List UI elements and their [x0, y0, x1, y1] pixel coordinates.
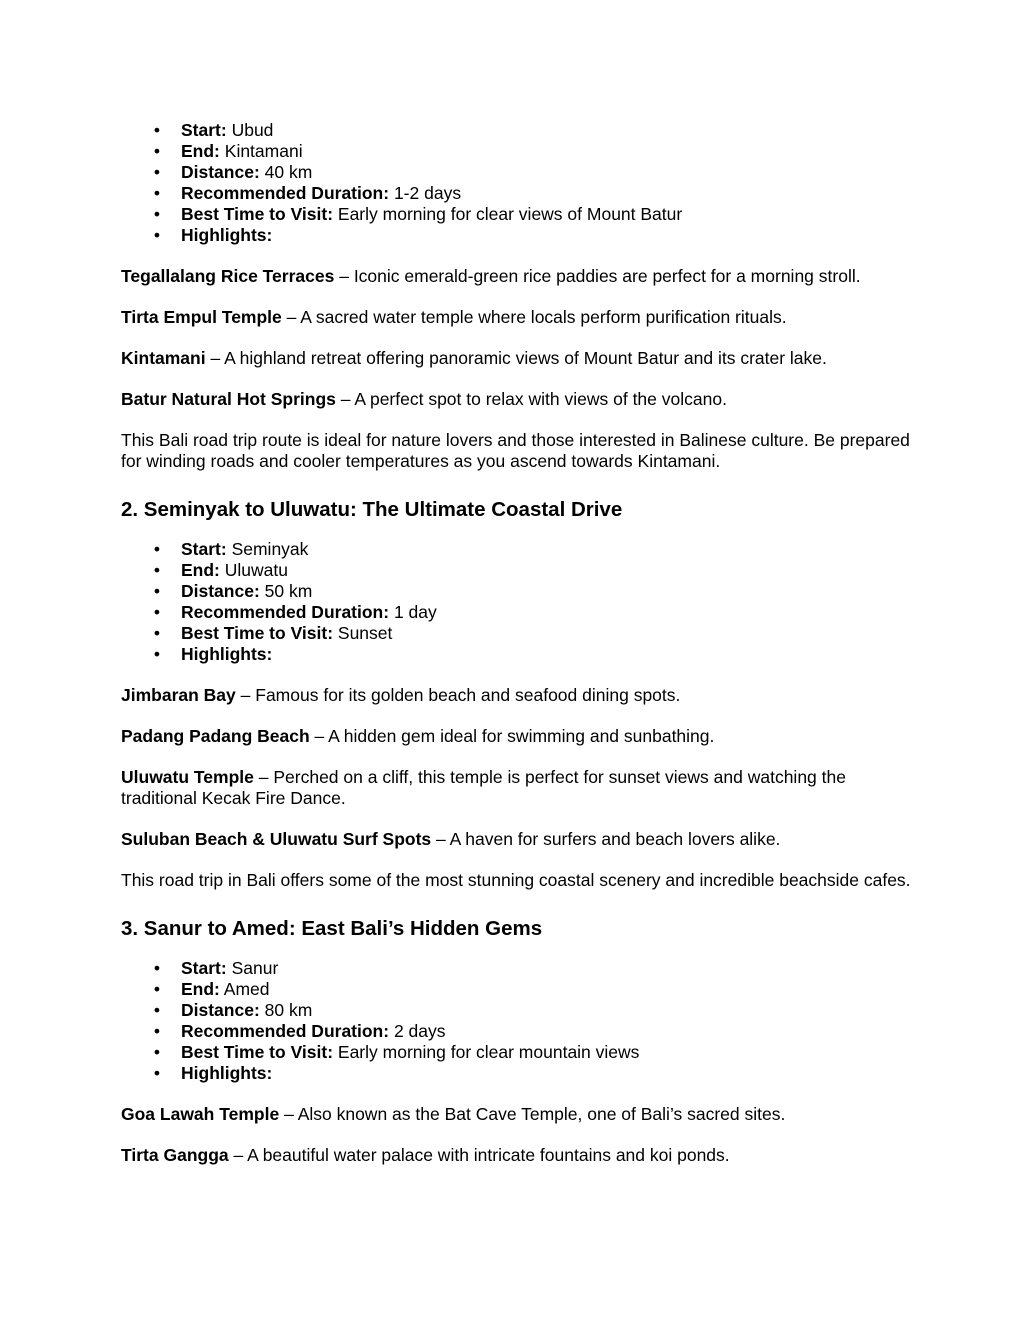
- fact-highlights: [121, 225, 911, 246]
- highlight-name: Tirta Empul Temple: [121, 307, 282, 327]
- highlight-name: Batur Natural Hot Springs: [121, 389, 336, 409]
- highlight-name: Jimbaran Bay: [121, 685, 236, 705]
- fact-duration: [121, 183, 911, 204]
- highlight-desc: – A highland retreat offering panoramic views of Mount Batur and its crater lake.: [210, 348, 827, 368]
- highlight-item: [121, 767, 911, 809]
- fact-label: End:: [181, 979, 220, 999]
- fact-distance: [121, 162, 911, 183]
- fact-label: Recommended Duration:: [181, 602, 390, 622]
- fact-label: Best Time to Visit:: [181, 204, 334, 224]
- fact-label: End:: [181, 560, 220, 580]
- bullet-icon: •: [153, 958, 161, 978]
- highlight-desc: – Famous for its golden beach and seafood dining spots.: [240, 685, 681, 705]
- highlight-name: Padang Padang Beach: [121, 726, 310, 746]
- fact-end: [121, 560, 911, 581]
- section1-summary: This Bali road trip route is ideal for nature lovers and those interested in Balinese culture. Be prepared for winding roads and cooler temperatures as you ascend towards Kintamani.: [121, 430, 910, 471]
- fact-distance: [121, 1000, 911, 1021]
- bullet-icon: •: [153, 581, 161, 601]
- bullet-icon: •: [153, 644, 161, 664]
- bullet-icon: •: [153, 1000, 161, 1020]
- bullet-icon: •: [153, 539, 161, 559]
- highlight-item: [121, 307, 911, 328]
- fact-duration: [121, 602, 911, 623]
- fact-value: 40 km: [264, 162, 313, 182]
- fact-distance: [121, 581, 911, 602]
- highlight-item: [121, 1104, 911, 1125]
- highlight-item: [121, 1145, 911, 1166]
- fact-value: 50 km: [264, 581, 313, 601]
- bullet-icon: •: [153, 204, 161, 224]
- highlight-item: [121, 389, 911, 410]
- section1-facts-list: [121, 120, 911, 246]
- fact-value: Sunset: [337, 623, 393, 643]
- bullet-icon: •: [153, 560, 161, 580]
- fact-best-time: [121, 623, 911, 644]
- fact-value: Sanur: [231, 958, 279, 978]
- bullet-icon: •: [153, 1042, 161, 1062]
- document-page: [121, 120, 911, 1166]
- fact-best-time: [121, 1042, 911, 1063]
- highlight-desc: – A beautiful water palace with intricate fountains and koi ponds.: [233, 1145, 730, 1165]
- highlight-name: Kintamani: [121, 348, 206, 368]
- bullet-icon: •: [153, 1021, 161, 1041]
- highlight-item: [121, 685, 911, 706]
- fact-label: Highlights:: [181, 1063, 273, 1083]
- highlight-desc: – Perched on a cliff, this temple is perfect for sunset views and watching the traditional Kecak Fire Dance.: [121, 767, 846, 808]
- bullet-icon: •: [153, 1063, 161, 1083]
- fact-value: Amed: [223, 979, 270, 999]
- fact-duration: [121, 1021, 911, 1042]
- fact-label: Best Time to Visit:: [181, 623, 334, 643]
- fact-label: Start:: [181, 120, 227, 140]
- highlight-item: [121, 726, 911, 747]
- highlight-desc: – A perfect spot to relax with views of the volcano.: [340, 389, 727, 409]
- fact-highlights: [121, 644, 911, 665]
- fact-start: [121, 539, 911, 560]
- fact-label: Recommended Duration:: [181, 1021, 390, 1041]
- bullet-icon: •: [153, 602, 161, 622]
- bullet-icon: •: [153, 120, 161, 140]
- highlight-name: Tirta Gangga: [121, 1145, 229, 1165]
- fact-label: Distance:: [181, 1000, 260, 1020]
- fact-value: 80 km: [264, 1000, 313, 1020]
- fact-label: End:: [181, 141, 220, 161]
- bullet-icon: •: [153, 183, 161, 203]
- highlight-desc: – Also known as the Bat Cave Temple, one of Bali’s sacred sites.: [284, 1104, 786, 1124]
- highlight-name: Tegallalang Rice Terraces: [121, 266, 335, 286]
- highlight-desc: – Iconic emerald-green rice paddies are perfect for a morning stroll.: [339, 266, 861, 286]
- bullet-icon: •: [153, 225, 161, 245]
- highlight-item: [121, 348, 911, 369]
- highlight-desc: – A sacred water temple where locals perform purification rituals.: [286, 307, 787, 327]
- fact-highlights: [121, 1063, 911, 1084]
- highlight-desc: – A hidden gem ideal for swimming and sunbathing.: [314, 726, 715, 746]
- fact-value: Kintamani: [224, 141, 303, 161]
- section2-summary: This road trip in Bali offers some of the most stunning coastal scenery and incredible beachside cafes.: [121, 870, 911, 890]
- bullet-icon: •: [153, 141, 161, 161]
- fact-value: Uluwatu: [224, 560, 288, 580]
- fact-value: Early morning for clear views of Mount Batur: [337, 204, 683, 224]
- fact-value: 2 days: [393, 1021, 446, 1041]
- highlight-item: [121, 829, 911, 850]
- fact-value: 1-2 days: [393, 183, 462, 203]
- fact-label: Best Time to Visit:: [181, 1042, 334, 1062]
- section2-facts-list: [121, 539, 911, 665]
- fact-value: 1 day: [393, 602, 437, 622]
- highlight-name: Suluban Beach & Uluwatu Surf Spots: [121, 829, 432, 849]
- section3-facts-list: [121, 958, 911, 1084]
- bullet-icon: •: [153, 979, 161, 999]
- highlight-item: [121, 266, 911, 287]
- fact-label: Start:: [181, 958, 227, 978]
- bullet-icon: •: [153, 162, 161, 182]
- fact-value: Ubud: [231, 120, 274, 140]
- fact-label: Distance:: [181, 581, 260, 601]
- fact-label: Distance:: [181, 162, 260, 182]
- fact-label: Recommended Duration:: [181, 183, 390, 203]
- highlight-desc: – A haven for surfers and beach lovers alike.: [436, 829, 781, 849]
- highlight-name: Goa Lawah Temple: [121, 1104, 280, 1124]
- bullet-icon: •: [153, 623, 161, 643]
- section2-heading: 2. Seminyak to Uluwatu: The Ultimate Coastal Drive: [121, 498, 623, 521]
- fact-start: [121, 120, 911, 141]
- fact-label: Highlights:: [181, 225, 273, 245]
- fact-label: Highlights:: [181, 644, 273, 664]
- fact-best-time: [121, 204, 911, 225]
- fact-value: Early morning for clear mountain views: [337, 1042, 640, 1062]
- fact-value: Seminyak: [231, 539, 309, 559]
- section3-heading: 3. Sanur to Amed: East Bali’s Hidden Gems: [121, 917, 543, 940]
- fact-label: Start:: [181, 539, 227, 559]
- highlight-name: Uluwatu Temple: [121, 767, 254, 787]
- fact-end: [121, 141, 911, 162]
- fact-end: [121, 979, 911, 1000]
- fact-start: [121, 958, 911, 979]
